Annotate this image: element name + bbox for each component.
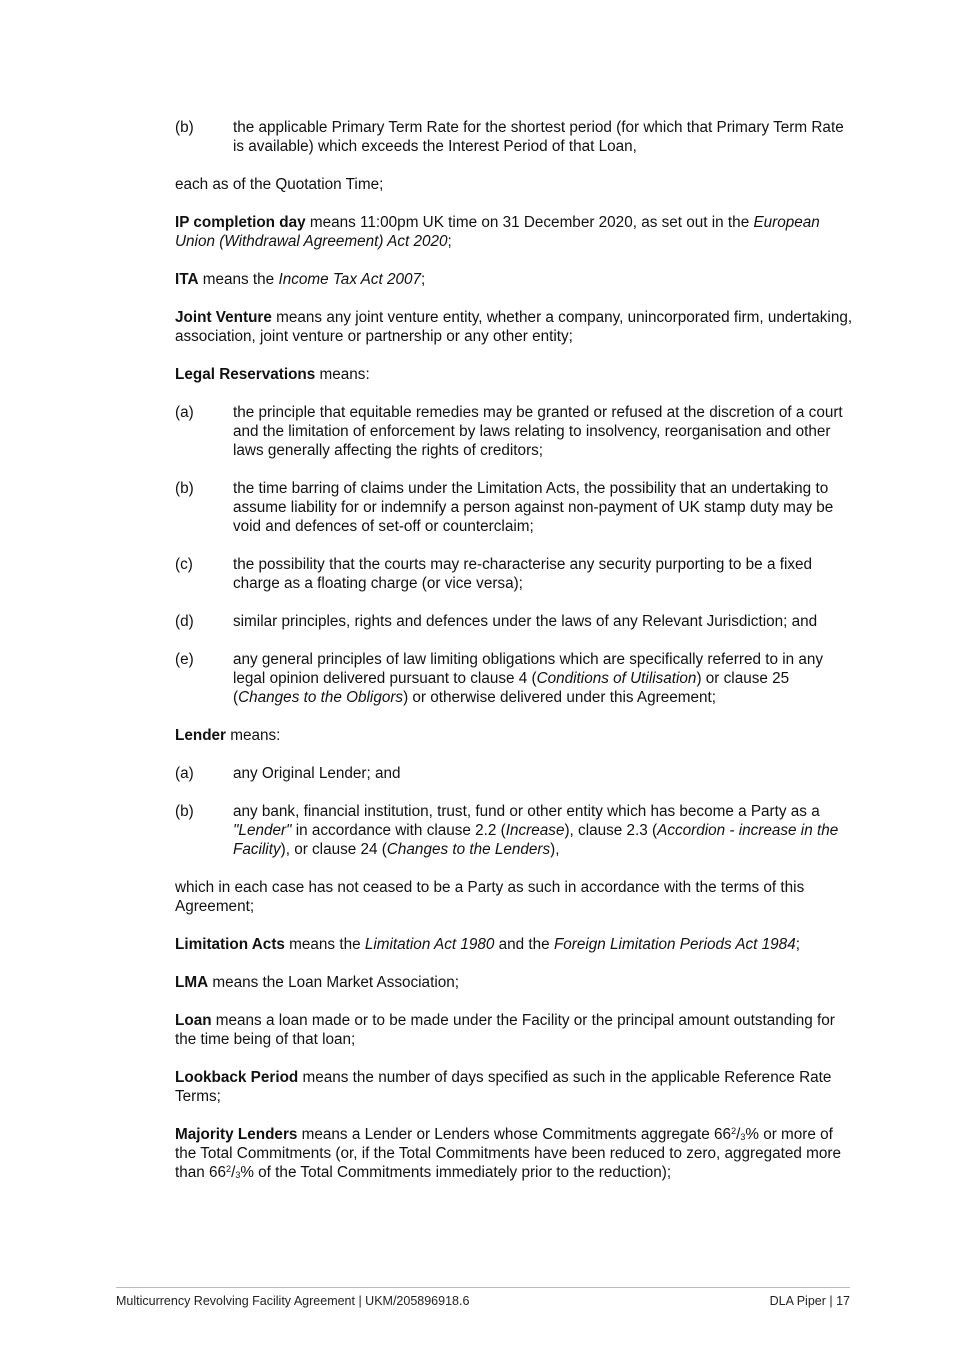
definition-lookback-period: Lookback Period means the number of days specified as such in the applicable Reference Rate Terms; [175, 1069, 832, 1105]
defined-term: Limitation Acts [175, 936, 285, 953]
list-item: (b) the time barring of claims under the Limitation Acts, the possibility that an undertaking to assume liability for or indemnify a person against non-payment of UK stamp duty may be void and defences of set-off or counterclaim; [175, 480, 834, 535]
defined-term: Majority Lenders [175, 1126, 298, 1143]
defined-term: Lender [175, 727, 226, 744]
definition-limitation-acts: Limitation Acts means the Limitation Act 1980 and the Foreign Limitation Periods Act 1984; [175, 936, 800, 953]
list-item: (c) the possibility that the courts may re-characterise any security purporting to be a fixed charge as a floating charge (or vice versa); [175, 556, 813, 592]
list-item: (a) the principle that equitable remedies may be granted or refused at the discretion of a court and the limitation of enforcement by laws relating to insolvency, reorganisation and other laws generally affecting the rights of creditors; [175, 404, 843, 459]
footer-document-title: Multicurrency Revolving Facility Agreement | UKM/205896918.6 [116, 1294, 470, 1308]
definition-ip-completion-day: IP completion day means 11:00pm UK time on 31 December 2020, as set out in the European Union (Withdrawal Agreement) Act 2020; [175, 214, 820, 250]
defined-term: ITA [175, 271, 199, 288]
definition-joint-venture: Joint Venture means any joint venture entity, whether a company, unincorporated firm, undertaking, association, joint venture or partnership or any other entity; [175, 309, 853, 345]
list-item: (e) any general principles of law limiting obligations which are specifically referred to in any legal opinion delivered pursuant to clause 4 (Conditions of Utilisation) or clause 25 (Changes to the Obligors) or otherwise delivered under this Agreement; [175, 651, 824, 706]
item-text: the applicable Primary Term Rate for the shortest period (for which that Primary Term Rate is available) which exceeds the Interest Period of that Loan, [233, 119, 844, 155]
defined-term: Lookback Period [175, 1069, 299, 1086]
defined-term: Legal Reservations [175, 366, 316, 383]
quotation-time-text: each as of the Quotation Time; [175, 176, 384, 193]
lender-closing-text: which in each case has not ceased to be a Party as such in accordance with the terms of this Agreement; [175, 879, 805, 915]
list-item [175, 118, 855, 156]
defined-term: Loan [175, 1012, 212, 1029]
definition-legal-reservations: Legal Reservations means: [175, 366, 370, 383]
defined-term: Joint Venture [175, 309, 272, 326]
list-item: (b) any bank, financial institution, trust, fund or other entity which has become a Party as a "Lender" in accordance with clause 2.2 (Increase), clause 2.3 (Accordion - increase in the Facility), or clause 24 (Changes to the Lenders), [175, 803, 839, 858]
defined-term: LMA [175, 974, 209, 991]
definition-lender: Lender means: [175, 727, 281, 744]
definition-majority-lenders: Majority Lenders means a Lender or Lenders whose Commitments aggregate $66^2/_3\%$ or more of the Total Commitments (or, if the Total Commitments have been reduced to zero, aggregated more than $66^2/_3\%$ of the Total Commitments immediately prior to the reduction); [175, 1126, 842, 1181]
definition-loan: Loan means a loan made or to be made under the Facility or the principal amount outstanding for the time being of that loan; [175, 1012, 835, 1048]
defined-term: IP completion day [175, 214, 306, 231]
document-body [175, 118, 855, 1201]
definition-lma: LMA means the Loan Market Association; [175, 974, 459, 991]
list-item: (a) any Original Lender; and [175, 765, 401, 782]
footer-page-number: DLA Piper | 17 [769, 1294, 850, 1308]
list-item: (d) similar principles, rights and defences under the laws of any Relevant Jurisdiction; and [175, 613, 818, 630]
definition-ita: ITA means the Income Tax Act 2007; [175, 271, 426, 288]
item-label: (b) [175, 119, 194, 136]
page-footer [116, 1287, 850, 1308]
